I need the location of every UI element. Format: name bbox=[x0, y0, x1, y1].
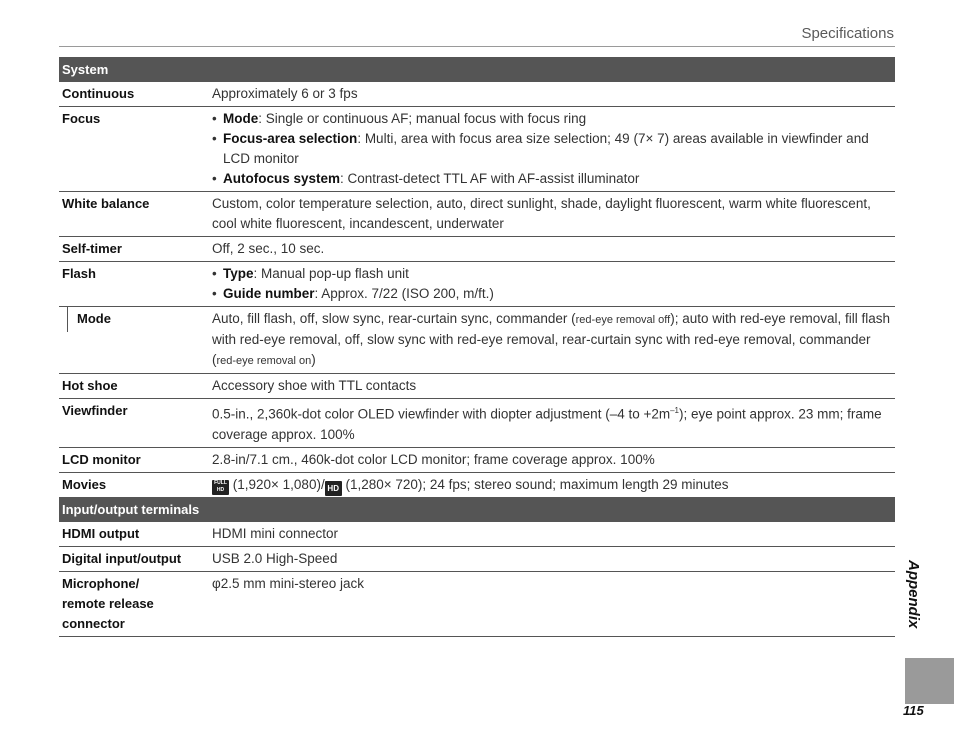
note-text: red-eye removal off bbox=[575, 314, 671, 326]
table-row bbox=[59, 522, 895, 547]
row-value bbox=[212, 107, 895, 192]
page-number: 115 bbox=[903, 703, 924, 718]
list-item: • Focus-area selection: Multi, area with focus area size selection; 49 (7× 7) areas available in viewfinder and LCD monitor bbox=[212, 129, 893, 169]
row-label: HDMI output bbox=[59, 522, 212, 547]
row-label: Focus bbox=[59, 107, 212, 192]
row-label: White balance bbox=[59, 192, 212, 237]
hd-icon: HD bbox=[325, 481, 342, 496]
table-row bbox=[59, 374, 895, 399]
list-item: • Type: Manual pop-up flash unit bbox=[212, 264, 893, 284]
row-value: Accessory shoe with TTL contacts bbox=[212, 374, 895, 399]
row-value: HDMI mini connector bbox=[212, 522, 895, 547]
row-value: USB 2.0 High-Speed bbox=[212, 547, 895, 572]
sub-item-indicator bbox=[67, 306, 77, 332]
row-value: Auto, fill flash, off, slow sync, rear-curtain sync, commander (red-eye removal off); auto with red-eye removal, fill flash with red-eye removal, off, slow sync with red-eye removal, rear-curtain sync with red-eye removal, commander (red-eye removal on) bbox=[212, 307, 895, 374]
table-row bbox=[59, 547, 895, 572]
table-row bbox=[59, 472, 895, 498]
table-row bbox=[59, 262, 895, 307]
side-section-label: Appendix bbox=[905, 560, 922, 629]
row-value bbox=[212, 262, 895, 307]
row-label: Microphone/ remote release connector bbox=[59, 572, 212, 637]
row-value: FULL HD (1,920× 1,080)/ HD (1,280× 720); 24 fps; stereo sound; maximum length 29 minutes bbox=[212, 472, 895, 498]
table-row bbox=[59, 82, 895, 107]
row-label: Hot shoe bbox=[59, 374, 212, 399]
row-value: Off, 2 sec., 10 sec. bbox=[212, 237, 895, 262]
row-label: LCD monitor bbox=[59, 447, 212, 472]
table-row bbox=[59, 447, 895, 472]
table-row bbox=[59, 237, 895, 262]
row-value: Custom, color temperature selection, auto, direct sunlight, shade, daylight fluorescent, warm white fluorescent, cool white fluorescent, incandescent, underwater bbox=[212, 192, 895, 237]
row-label: Viewfinder bbox=[59, 399, 212, 448]
bullet-list bbox=[212, 264, 893, 304]
table-row bbox=[59, 399, 895, 448]
row-value: Approximately 6 or 3 fps bbox=[212, 82, 895, 107]
side-tab-marker bbox=[905, 658, 954, 704]
header-divider bbox=[59, 46, 895, 47]
io-spec-table bbox=[59, 497, 895, 637]
row-label: Movies bbox=[59, 472, 212, 498]
note-text: red-eye removal on bbox=[216, 355, 312, 367]
row-label bbox=[59, 307, 212, 374]
row-label: Self-timer bbox=[59, 237, 212, 262]
list-item: • Mode: Single or continuous AF; manual focus with focus ring bbox=[212, 109, 893, 129]
sub-row-label: Mode bbox=[77, 311, 111, 326]
table-row bbox=[59, 107, 895, 192]
list-item: • Guide number: Approx. 7/22 (ISO 200, m/ft.) bbox=[212, 284, 893, 304]
full-hd-icon: FULL HD bbox=[212, 480, 229, 495]
row-value: φ2.5 mm mini-stereo jack bbox=[212, 572, 895, 637]
list-item: • Autofocus system: Contrast-detect TTL AF with AF-assist illuminator bbox=[212, 169, 893, 189]
row-label: Continuous bbox=[59, 82, 212, 107]
system-spec-table bbox=[59, 57, 895, 499]
row-value: 0.5-in., 2,360k-dot color OLED viewfinder with diopter adjustment (–4 to $+2m^{-1}$); eye point approx. 23 mm; frame coverage approx. 100% bbox=[212, 399, 895, 448]
section-title-system: System bbox=[59, 57, 895, 82]
row-value: 2.8-in/7.1 cm., 460k-dot color LCD monitor; frame coverage approx. 100% bbox=[212, 447, 895, 472]
table-row bbox=[59, 192, 895, 237]
row-label: Digital input/output bbox=[59, 547, 212, 572]
table-row bbox=[59, 307, 895, 374]
row-label: Flash bbox=[59, 262, 212, 307]
section-title-io: Input/output terminals bbox=[59, 497, 895, 522]
table-row bbox=[59, 572, 895, 637]
running-header: Specifications bbox=[801, 25, 894, 42]
bullet-list bbox=[212, 109, 893, 189]
